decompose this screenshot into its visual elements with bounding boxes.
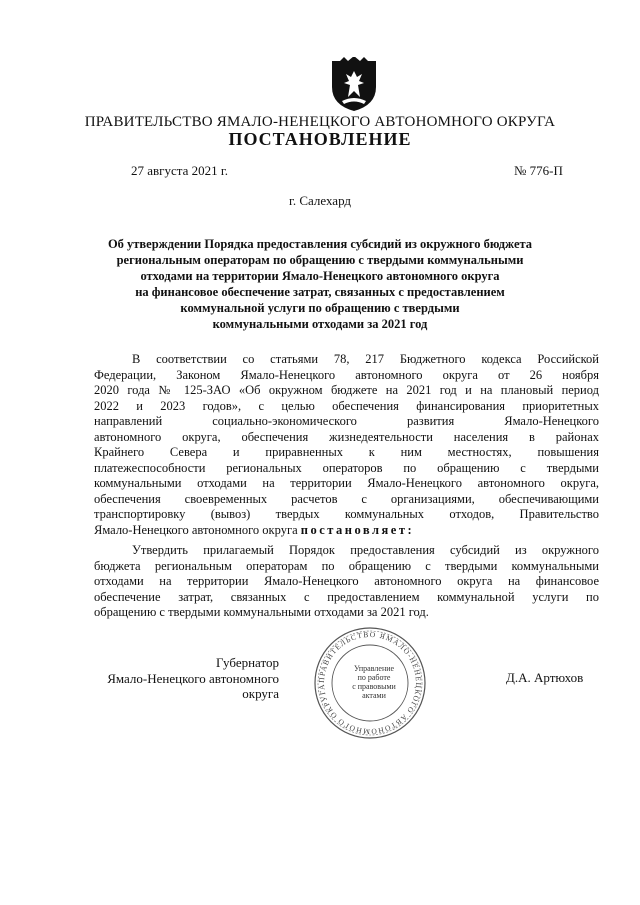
stamp-line: с правовыми	[352, 682, 396, 691]
paragraph-line: Утвердить прилагаемый Порядок предоставления субсидий из окружного	[132, 543, 599, 557]
paragraph-line: обращению с твердыми коммунальными отходами за 2021 год.	[94, 605, 429, 619]
document-title	[80, 236, 560, 332]
paragraph-line: Ямало-Ненецкого автономного округа	[94, 522, 298, 537]
paragraph-line: В соответствии со статьями 78, 217 Бюджетного кодекса Российской	[132, 352, 599, 366]
paragraph-line: транспортировку (вывоз) твердых коммунальных отходов, Правительство	[94, 507, 599, 521]
position-line: Ямало-Ненецкого автономного округа	[107, 670, 279, 701]
stamp-center-text	[339, 664, 409, 700]
paragraph-line: 2022 и 2023 годов», с целью обеспечения финансирования приоритетных	[94, 398, 599, 413]
title-line: региональным операторам по обращению с твердыми коммунальными	[116, 253, 524, 267]
paragraph-line: бюджета региональным операторам по обращению с твердыми коммунальными	[94, 558, 599, 573]
paragraph-line: коммунальными отходами на территории Ямало-Ненецкого автономного округа,	[94, 476, 599, 490]
stamp-ring-text: ПРАВИТЕЛЬСТВО ЯМАЛО-НЕНЕЦКОГО АВТОНОМНОГО ОКРУГА	[316, 629, 424, 737]
organization-name: ПРАВИТЕЛЬСТВО ЯМАЛО-НЕНЕЦКОГО АВТОНОМНОГО ОКРУГА	[84, 114, 556, 130]
document-date: 27 августа 2021 г.	[131, 163, 228, 178]
title-line: на финансовое обеспечение затрат, связанных с предоставлением	[135, 285, 505, 299]
title-line: коммунальными отходами за 2021 год	[212, 317, 428, 331]
paragraph-line: 2020 года № 125-ЗАО «Об окружном бюджете на 2021 год и на плановый период	[94, 383, 599, 397]
yamal-coat-of-arms-icon	[326, 57, 382, 113]
document-number: № 776-П	[514, 163, 563, 178]
paragraph-line: обеспечение затрат, связанных с предоставлением коммунальной услуги по	[94, 589, 599, 604]
paragraph-line-final	[94, 523, 599, 539]
paragraph-line: Федерации, Законом Ямало-Ненецкого автономного округа от 26 ноября	[94, 367, 599, 382]
paragraph-line: обеспечения своевременных расчетов с организациями, обеспечивающими	[94, 491, 599, 506]
paragraph-line: направлений социально-экономического развития Ямало-Ненецкого	[94, 414, 599, 428]
signatory-name: Д.А. Артюхов	[506, 670, 584, 685]
stamp-line: актами	[362, 691, 386, 700]
title-line: коммунальной услуги по обращению с твердыми	[180, 301, 460, 315]
paragraph-line: Крайнего Севера и приравненных к ним местностях, повышения	[94, 445, 599, 459]
document-type: ПОСТАНОВЛЕНИЕ	[228, 129, 412, 149]
title-line: отходами на территории Ямало-Ненецкого автономного округа	[140, 269, 500, 283]
preamble-paragraph	[94, 352, 599, 538]
resolution-paragraph	[94, 543, 599, 621]
paragraph-line: автономного округа, обеспечения жизнедеятельности населения в районах	[94, 429, 599, 444]
signatory-position	[94, 655, 279, 702]
paragraph-line: платежеспособности региональных операторов по обращению с твердыми	[94, 460, 599, 475]
decree-word: постановляет:	[300, 522, 415, 537]
stamp-line: Управление	[353, 664, 395, 673]
position-line: Губернатор	[216, 655, 279, 670]
document-city: г. Салехард	[288, 193, 352, 208]
title-line: Об утверждении Порядка предоставления субсидий из окружного бюджета	[107, 237, 533, 251]
stamp-line: по работе	[357, 673, 391, 682]
paragraph-line: отходами на территории Ямало-Ненецкого автономного округа на финансовое	[94, 574, 599, 588]
